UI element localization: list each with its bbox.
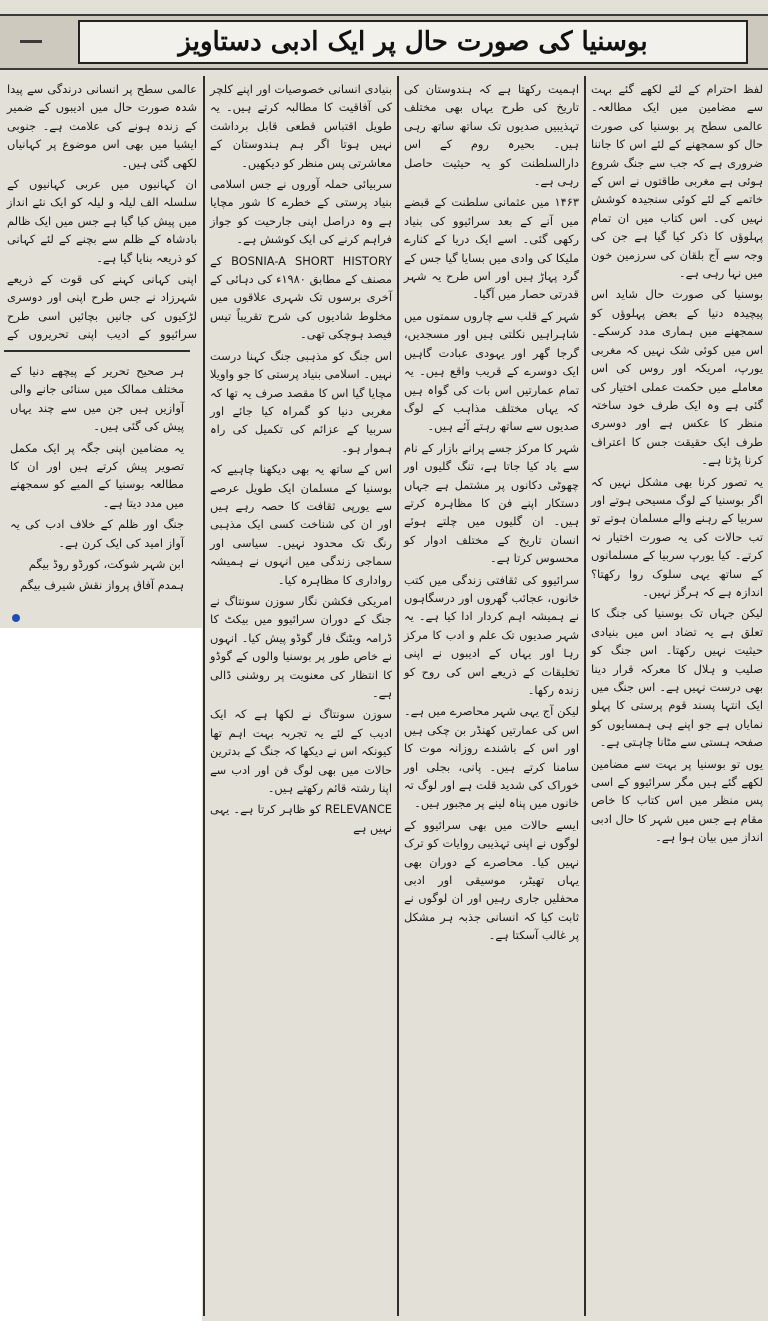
paragraph: یوں تو بوسنیا پر بہت سے مضامین لکھے گئے ہیں مگر سرائیوو کے اسی پس منظر میں اس کتاب کا خاص مقام ہے جس میں شہر کا حال ادبی انداز میں بیان ہوا ہے۔ <box>591 756 763 845</box>
paragraph: اپنی کہانی کہنے کی قوت کے ذریعے شہرزاد نے جس طرح اپنی اور دوسری لڑکیوں کی جانیں بچائیں اسی طرح سرائیوو کے ادیب اپنی تحریروں کے <box>7 272 197 342</box>
article-column-3 <box>207 80 395 1316</box>
paragraph: سرائیوو کی ثقافتی زندگی میں کتب خانوں، عجائب گھروں اور درسگاہوں نے ہمیشہ اہم کردار ادا کیا ہے۔ یہ شہر صدیوں تک علم و ادب کا مرکز رہا اور یہاں کے ادیبوں نے اپنی تخلیقات کے ذریعے اس کی روح کو زندہ رکھا۔ <box>404 572 579 697</box>
blank-area <box>0 628 202 1321</box>
paragraph: RELEVANCE کو ظاہر کرتا ہے۔ یہی نہیں ہے <box>210 802 392 835</box>
paragraph: ان کہانیوں میں عربی کہانیوں کے سلسلہ الف لیلہ و لیلہ کو ایک نئے انداز میں پیش کیا گیا ہے جس میں ایک ظالم بادشاہ کے ظلم سے بچنے کے لئے کہانی کو ذریعہ بنایا گیا ہے۔ <box>7 177 197 265</box>
paragraph: لیکن آج یہی شہر محاصرے میں ہے۔ اس کی عمارتیں کھنڈر بن چکی ہیں اور اس کے باشندے روزانہ موت کا سامنا کرتے ہیں۔ پانی، بجلی اور خوراک کی شدید قلت ہے اور لوگ تہ خانوں میں پناہ لینے پر مجبور ہیں۔ <box>404 704 579 811</box>
article-column-1 <box>588 80 766 1316</box>
paragraph: BOSNIA-A SHORT HISTORY کے مصنف کے مطابق ۱۹۸۰ء کی دہائی کے آخری برسوں تک شہری علاقوں میں مخلوط شادیوں کی شرح تقریباً تیس فیصد ہوچکی تھی۔ <box>210 253 392 342</box>
box-top-rule <box>4 350 190 352</box>
paragraph: سوزن سونتاگ نے لکھا ہے کہ ایک ادیب کے لئے یہ تجربہ بہت اہم تھا کیونکہ اس نے دیکھا کہ جنگ کے بدترین حالات میں بھی لوگ فن اور ادب سے اپنا رشتہ قائم رکھتے ہیں۔ <box>210 707 392 796</box>
paragraph: شہر کا مرکز جسے پرانے بازار کے نام سے یاد کیا جاتا ہے، تنگ گلیوں اور چھوٹی دکانوں پر مشتمل ہے جہاں دستکار اپنے فن کا مظاہرہ کرتے ہیں۔ ان گلیوں میں چلتے ہوئے انسان تاریخ کے مختلف ادوار کو محسوس کرتا ہے۔ <box>404 440 579 566</box>
column-rule <box>203 76 205 1316</box>
ink-dot <box>12 614 20 622</box>
note-paragraph: ہر صحیح تحریر کے پیچھے دنیا کے مختلف ممالک میں سنائی جانے والی آوازیں ہیں جن میں سے چند یہاں پیش کی گئی ہیں۔ <box>10 364 184 434</box>
paragraph: اس کے ساتھ یہ بھی دیکھنا چاہیے کہ بوسنیا کے مسلمان ایک طویل عرصے سے یورپی ثقافت کا حصہ رہے ہیں اور ان کی شناخت کسی ایک مذہبی رنگ تک محدود نہیں۔ سیاسی اور سماجی زندگی میں انہوں نے ہمیشہ رواداری کا مظاہرہ کیا۔ <box>210 462 392 587</box>
paragraph: لیکن جہاں تک بوسنیا کی جنگ کا تعلق ہے یہ تضاد اس میں بنیادی حیثیت نہیں رکھتا۔ اس جنگ کو صلیب و ہلال کا معرکہ قرار دینا بھی درست نہیں ہے۔ اس جنگ میں ایک انتہا پسند قوم پرستی کا پہلو نمایاں ہے جو اپنے ہی ہمسایوں کو صفحہ ہستی سے مٹانا چاہتی ہے۔ <box>591 606 763 750</box>
paragraph: ۱۴۶۳ میں عثمانی سلطنت کے قبضے میں آنے کے بعد سرائیوو کی بنیاد رکھی گئی۔ اسے ایک دریا کے کنارے ملیکا کی وادی میں بسایا گیا جس کے گرد پہاڑ ہیں اور اس طرح یہ شہر قدرتی حصار میں آگیا۔ <box>404 195 579 302</box>
note-paragraph: جنگ اور ظلم کے خلاف ادب کی یہ آواز امید کی ایک کرن ہے۔ <box>10 517 184 550</box>
paragraph: ایسے حالات میں بھی سرائیوو کے لوگوں نے اپنی تہذیبی روایات کو ترک نہیں کیا۔ محاصرے کے دوران بھی یہاں تھیٹر، موسیقی اور ادبی محفلیں جاری رہیں اور ان لوگوں نے ثابت کیا کہ انسانی جذبہ ہر مشکل پر غالب آسکتا ہے۔ <box>404 817 579 943</box>
edge-mark <box>20 40 42 43</box>
paragraph: لفظ احترام کے لئے لکھے گئے بہت سے مضامین میں ایک مطالعہ۔ عالمی سطح پر بوسنیا کی صورت حال کو سمجھنے کے لئے اس کا جاننا ضروری ہے کہ جب سے جنگ شروع ہوئی ہے مغربی طاقتوں نے اس کے خاتمے کے لئے کوئی سنجیدہ کوشش نہیں کی۔ اس کتاب میں ان تمام پہلوؤں کا ذکر کیا گیا ہے جن کی وجہ سے آج بلقان کی سرزمین خون میں نہا رہی ہے۔ <box>591 82 763 281</box>
paragraph: بوسنیا کی صورت حال شاید اس پیچیدہ دنیا کے بعض پہلوؤں کو سمجھنے میں ہماری مدد کرسکے۔ اس میں کوئی شک نہیں کہ مغربی یورپ، امریکہ اور روس کی اس معاملے میں حکمت عملی اختیار کی گئی ہے وہ ایک طرف خود ساختہ منظر کا عکس ہے اور دوسری طرف ایک حقیقت جس کا اعتراف کرنا پڑتا ہے۔ <box>591 287 763 468</box>
boxed-note <box>4 356 190 624</box>
paragraph: اہمیت رکھتا ہے کہ ہندوستان کی تاریخ کی طرح یہاں بھی مختلف تہذیبیں صدیوں تک ساتھ ساتھ رہی ہیں۔ بحیرہ روم کے اس دارالسلطنت کو یہ حیثیت حاصل رہی ہے۔ <box>404 82 579 189</box>
paragraph: بنیادی انسانی خصوصیات اور اپنے کلچر کی آفاقیت کا مطالبہ کرتے ہیں۔ یہ طویل اقتباس قطعی قابل برداشت نہیں ہوتا اگر ہم ہندوستان کے معاشرتی پس منظر کو دیکھیں۔ <box>210 82 392 170</box>
note-signature: ہمدم آفاق پرواز نقش شیرف بیگم <box>20 578 184 593</box>
column-rule <box>397 76 399 1316</box>
paragraph: عالمی سطح پر انسانی درندگی سے پیدا شدہ صورت حال میں ادیبوں کے ضمیر کے زندہ ہونے کی علامت ہے۔ جنوبی ایشیا میں بھی اس موضوع پر کہانیاں لکھی گئی ہیں۔ <box>7 82 197 170</box>
headline-box <box>78 20 748 64</box>
paragraph: شہر کے قلب سے چاروں سمتوں میں شاہراہیں نکلتی ہیں اور مسجدیں، گرجا گھر اور یہودی عبادت گاہیں ایک دوسرے کے قریب واقع ہیں۔ یہ تمام عمارتیں اس بات کی گواہ ہیں کہ یہاں مختلف مذاہب کے لوگ صدیوں سے ساتھ رہتے آئے ہیں۔ <box>404 308 579 434</box>
column-rule <box>584 76 586 1316</box>
article-column-2 <box>401 80 582 1316</box>
note-signature: ابن شہر شوکت، کورڈو روڈ بیگم <box>28 557 184 572</box>
paragraph: سربیائی حملہ آوروں نے جس اسلامی بنیاد پرستی کے خطرے کا شور مچایا ہے وہ دراصل اپنی جارحیت کو جواز فراہم کرنے کی ایک کوشش ہے۔ <box>210 177 392 247</box>
article-column-4 <box>4 80 200 346</box>
paragraph: اس جنگ کو مذہبی جنگ کہنا درست نہیں۔ اسلامی بنیاد پرستی کا جو واویلا مچایا گیا اس کا مقصد صرف یہ تھا کہ مغربی دنیا کو گمراہ کیا جائے اور سربیا کے عزائم کی تکمیل کی راہ ہموار ہو۔ <box>210 348 392 455</box>
paragraph: یہ تصور کرنا بھی مشکل نہیں کہ اگر بوسنیا کے لوگ مسیحی ہوتے اور سربیا کے رہنے والے مسلمان ہوتے تو تب حالات کی یہ صورت اختیار نہ کرتے۔ کیا یورپ سربیا کے مسلمانوں کے ساتھ یہی سلوک روا رکھتا؟ اندازہ ہے کہ ہرگز نہیں۔ <box>591 474 763 599</box>
paragraph: امریکی فکشن نگار سوزن سونتاگ نے جنگ کے دوران سرائیوو میں بیکٹ کا ڈرامہ ویٹنگ فار گوڈو پیش کیا۔ انہوں نے خاص طور پر بوسنیا والوں کے گوڈو کا انتظار کی معنویت پر روشنی ڈالی ہے۔ <box>210 593 392 700</box>
note-paragraph: یہ مضامین اپنی جگہ پر ایک مکمل تصویر پیش کرتے ہیں اور ان کا مطالعہ بوسنیا کے المیے کو سمجھنے میں مدد دیتا ہے۔ <box>10 440 184 510</box>
article-headline: بوسنیا کی صورت حال پر ایک ادبی دستاویز <box>178 27 648 57</box>
